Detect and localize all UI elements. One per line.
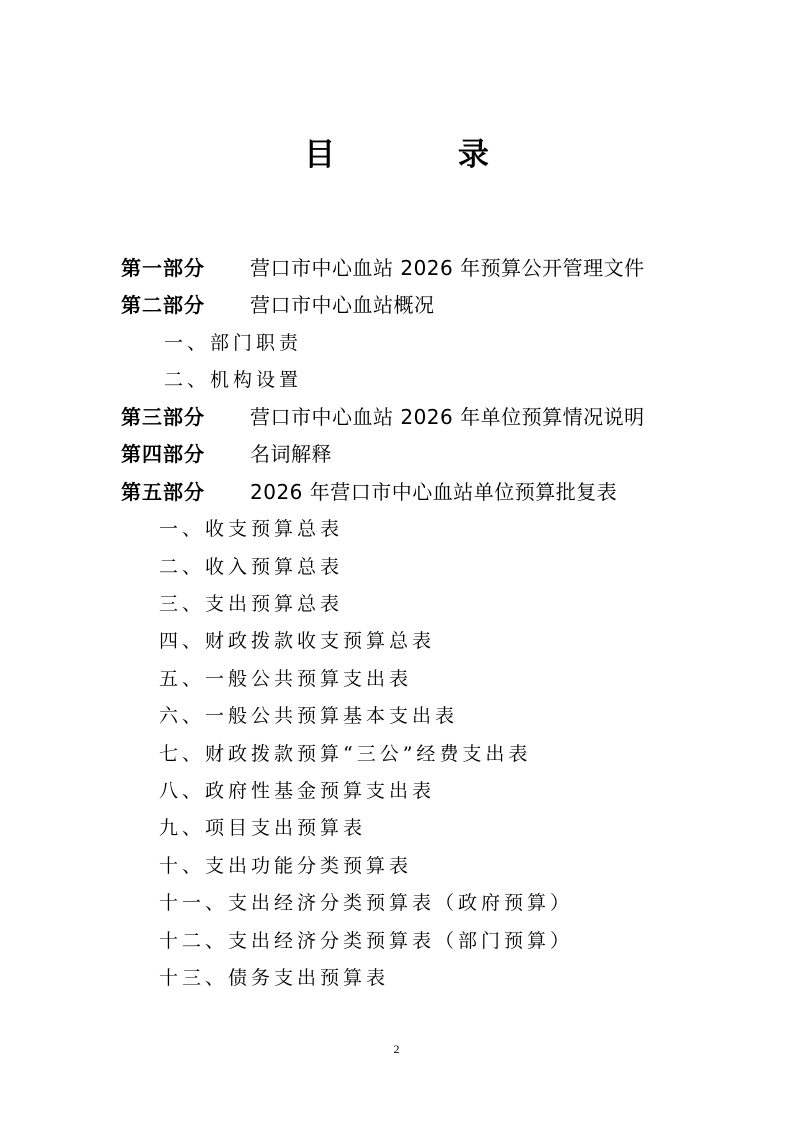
toc-part-5-item-3[interactable]: 三、支出预算总表 [159,593,344,615]
toc-part-5-item-1[interactable]: 一、收支预算总表 [159,518,344,540]
toc-part-5-item-6[interactable]: 六、一般公共预算基本支出表 [159,705,459,727]
toc-part-5-item-4[interactable]: 四、财政拨款收支预算总表 [159,630,436,652]
toc-part-5-item-5[interactable]: 五、一般公共预算支出表 [159,668,413,690]
part-label: 第三部分 [121,405,205,429]
part-title: 2026 年营口市中心血站单位预算批复表 [250,480,618,504]
toc-part-5-item-8[interactable]: 八、政府性基金预算支出表 [159,780,436,802]
part-title: 营口市中心血站 2026 年预算公开管理文件 [250,256,645,280]
part-label: 第五部分 [121,480,205,504]
toc-part-5-item-9[interactable]: 九、项目支出预算表 [159,817,367,839]
part-title: 营口市中心血站 2026 年单位预算情况说明 [250,405,645,429]
toc-part-5[interactable] [121,477,617,507]
part-label: 第一部分 [121,256,205,280]
part-label: 第四部分 [121,442,205,466]
toc-part-1[interactable] [121,253,645,283]
toc-part-5-item-2[interactable]: 二、收入预算总表 [159,556,344,578]
part-label: 第二部分 [121,293,205,317]
toc-part-2[interactable] [121,290,435,320]
toc-part-5-item-10[interactable]: 十、支出功能分类预算表 [159,855,413,877]
toc-part-2-item-2[interactable]: 二、机构设置 [164,369,303,391]
toc-part-5-item-13[interactable]: 十三、债务支出预算表 [159,967,390,989]
page-title: 目 录 [304,137,545,173]
toc-part-5-item-7[interactable]: 七、财政拨款预算“三公”经费支出表 [159,743,532,765]
toc-part-2-item-1[interactable]: 一、部门职责 [164,332,303,354]
part-title: 名词解释 [250,442,332,466]
page-number: 2 [393,1042,400,1056]
toc-part-4[interactable] [121,439,332,469]
part-title: 营口市中心血站概况 [250,293,435,317]
toc-part-5-item-12[interactable]: 十二、支出经济分类预算表（部门预算） [159,930,574,952]
toc-part-5-item-11[interactable]: 十一、支出经济分类预算表（政府预算） [159,892,574,914]
toc-part-3[interactable] [121,402,645,432]
